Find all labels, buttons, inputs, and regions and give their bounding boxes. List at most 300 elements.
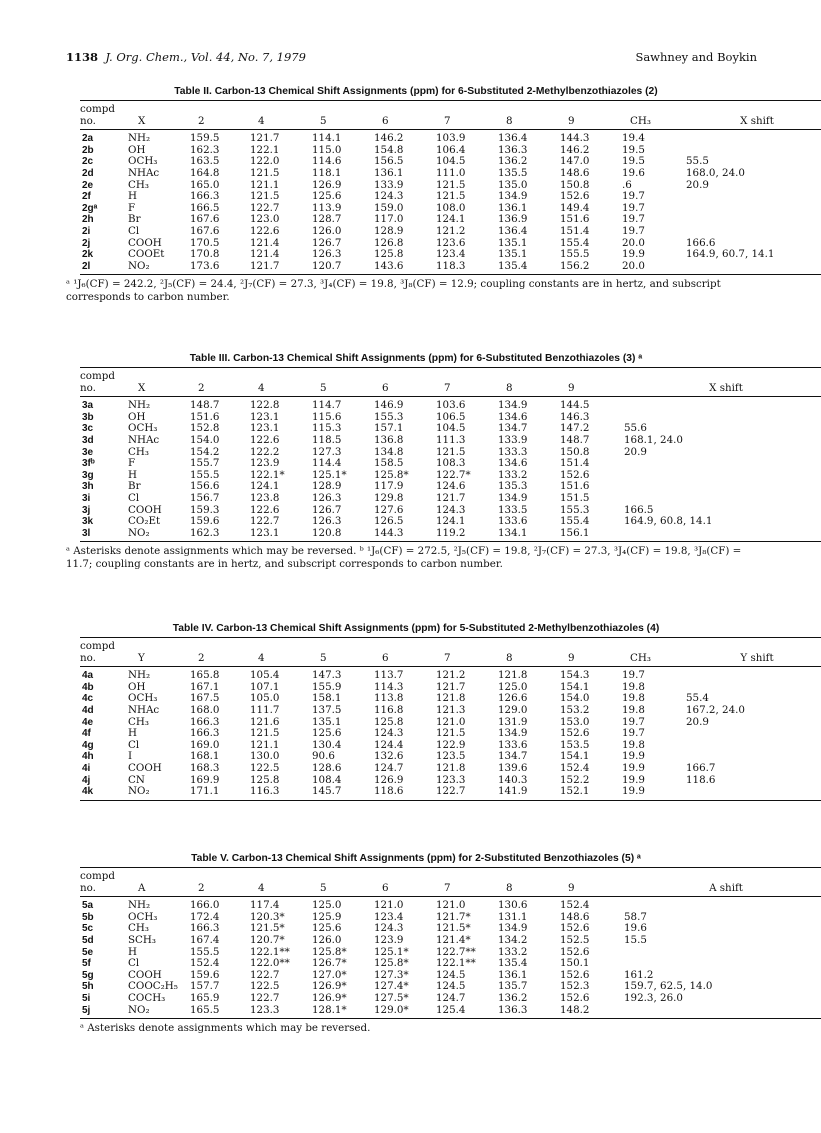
compound-id: 4c	[82, 693, 94, 705]
column-header: 9	[558, 383, 620, 397]
shift-cell: 108.0	[436, 201, 466, 214]
column-header: 6	[372, 883, 434, 897]
shift-cell: 111.7	[250, 703, 280, 716]
shift-cell: 121.0	[436, 715, 466, 728]
shift-cell: 19.7	[622, 213, 645, 226]
shift-cell: 90.6	[312, 750, 335, 763]
shift-cell: 125.8	[374, 715, 404, 728]
shift-cell: 155.9	[312, 680, 342, 693]
shift-cell: 152.4	[190, 957, 220, 970]
shift-cell: 133.2	[498, 945, 528, 958]
shift-cell: 134.6	[498, 410, 528, 423]
column-header: 2	[188, 883, 248, 897]
shift-cell: 148.6	[560, 910, 590, 923]
shift-cell: 121.5*	[436, 922, 471, 935]
shift-cell: 168.0	[190, 703, 220, 716]
compound-id: 4k	[80, 786, 126, 800]
compound-id: 2j	[82, 237, 91, 249]
shift-cell: 154.0	[190, 433, 220, 446]
shift-cell: 151.6	[190, 410, 220, 423]
substituent-shift-cell: 164.9, 60.8, 14.1	[624, 515, 713, 528]
shift-cell: 122.8	[250, 399, 280, 412]
shift-cell: 121.0	[436, 899, 466, 912]
shift-cell: 126.6	[498, 692, 528, 705]
shift-cell: 154.2	[190, 445, 220, 458]
shift-cell: 125.8*	[374, 957, 409, 970]
shift-cell: 167.1	[190, 680, 220, 693]
column-header: 4	[248, 883, 310, 897]
compound-id: 2gᵃ	[82, 202, 98, 214]
header-compd-line: compd	[80, 638, 126, 653]
shift-cell: 104.5	[436, 422, 466, 435]
shift-cell: 165.9	[190, 991, 220, 1004]
shift-cell: 122.1**	[250, 945, 290, 958]
shift-cell: 155.5	[560, 248, 590, 261]
shift-cell: 158.1	[312, 692, 342, 705]
shift-cell: 150.1	[560, 957, 590, 970]
shift-cell: 144.3	[560, 132, 590, 145]
shift-cell: 171.1	[188, 786, 248, 800]
compound-id: 4f	[82, 728, 91, 740]
column-header: 6	[372, 116, 434, 130]
shift-cell: 124.7	[436, 991, 466, 1004]
shift-cell: 155.5	[190, 468, 220, 481]
shift-cell: 136.1	[374, 166, 404, 179]
shift-cell: 152.4	[560, 761, 590, 774]
shift-cell: 149.4	[560, 201, 590, 214]
shift-cell: 162.3	[188, 528, 248, 542]
shift-cell: 123.1	[248, 528, 310, 542]
shift-cell: 133.2	[498, 468, 528, 481]
data-table	[80, 100, 821, 275]
table-footnote: ᵃ Asterisks denote assignments which may be reversed. ᵇ ¹J₆(CF) = 272.5, ²J₅(CF) = 19.8, ²J₇(CF) = 27.3, ³J₄(CF) = 19.8, ³J₈(CF) = 11.7; coupling constants are in hertz, and subscript corresponds to carbon number.	[66, 545, 742, 570]
header-spacer	[620, 868, 821, 883]
table-row	[80, 249, 821, 261]
shift-cell: 165.5	[188, 1005, 248, 1019]
substituent-cell: NH₂	[128, 899, 151, 912]
shift-cell: 122.6	[250, 224, 280, 237]
compound-id: 3b	[82, 411, 94, 423]
shift-cell: 124.4	[374, 738, 404, 751]
column-header: 4	[248, 383, 310, 397]
shift-cell: 136.3	[496, 1005, 558, 1019]
substituent-shift-cell: 15.5	[624, 933, 647, 946]
shift-cell: 123.3	[436, 773, 466, 786]
shift-cell: 148.7	[190, 399, 220, 412]
shift-cell: 125.0	[498, 680, 528, 693]
header-spacer	[126, 368, 188, 383]
shift-cell: 122.1*	[250, 468, 285, 481]
running-header-left	[66, 50, 306, 64]
shift-cell: 133.5	[498, 503, 528, 516]
shift-cell: .6	[622, 178, 632, 191]
substituent-shift-cell: 168.0, 24.0	[686, 166, 745, 179]
header-spacer	[310, 638, 372, 653]
shift-cell: 137.5	[312, 703, 342, 716]
shift-cell: 125.4	[434, 1005, 496, 1019]
shift-cell: 19.7	[622, 201, 645, 214]
substituent-shift-cell: 167.2, 24.0	[686, 703, 745, 716]
shift-cell: 134.9	[498, 190, 528, 203]
shift-cell: 122.1	[250, 143, 280, 156]
shift-cell: 123.8	[250, 491, 280, 504]
compound-id: 3d	[82, 434, 94, 446]
shift-cell: 136.4	[498, 224, 528, 237]
table-title: Table III. Carbon-13 Chemical Shift Assignments (ppm) for 6-Substituted Benzothiazoles (3) ᵃ	[189, 353, 643, 364]
shift-cell: 126.0	[312, 933, 342, 946]
shift-cell: 154.8	[374, 143, 404, 156]
shift-cell: 121.4	[250, 236, 280, 249]
shift-cell: 121.0	[374, 899, 404, 912]
table-row	[80, 1005, 821, 1019]
compound-id: 3i	[82, 492, 91, 504]
shift-cell: 121.5*	[250, 922, 285, 935]
shift-cell: 129.0*	[372, 1005, 434, 1019]
compound-id: 4g	[82, 739, 94, 751]
substituent-shift-cell: 166.7	[686, 761, 716, 774]
shift-cell: 122.7	[250, 515, 280, 528]
shift-cell: 133.6	[498, 738, 528, 751]
shift-cell: 107.1	[250, 680, 280, 693]
header-spacer	[310, 101, 372, 116]
substituent-shift-cell: 168.1, 24.0	[624, 433, 683, 446]
shift-cell: 167.5	[190, 692, 220, 705]
shift-cell: 20.0	[620, 261, 682, 275]
shift-cell: 152.6	[560, 968, 590, 981]
substituent-shift-cell: 192.3, 26.0	[624, 991, 683, 1004]
table-row	[80, 897, 821, 912]
substituent-cell: COOH	[128, 503, 162, 516]
table-row	[80, 516, 821, 528]
shift-cell: 126.8	[374, 236, 404, 249]
header-spacer	[434, 101, 496, 116]
column-header: 7	[434, 383, 496, 397]
substituent-cell: NH₂	[128, 669, 151, 682]
shift-cell: 111.0	[436, 166, 466, 179]
shift-cell: 150.8	[560, 445, 590, 458]
shift-cell: 134.6	[498, 457, 528, 470]
compound-id: 3l	[80, 528, 126, 542]
shift-cell: 151.5	[560, 491, 590, 504]
header-spacer	[126, 868, 188, 883]
substituent-shift-cell	[620, 958, 821, 970]
header-spacer	[620, 368, 821, 383]
shift-cell: 148.2	[558, 1005, 620, 1019]
column-header: 5	[310, 383, 372, 397]
shift-cell: 124.5	[436, 968, 466, 981]
compound-id: 2f	[82, 191, 91, 203]
header-spacer	[496, 368, 558, 383]
substituent-shift-cell: 166.5	[624, 503, 654, 516]
shift-cell: 168.3	[190, 761, 220, 774]
substituent-cell: CN	[128, 773, 145, 786]
table-title: Table II. Carbon-13 Chemical Shift Assignments (ppm) for 6-Substituted 2-Methylbenzothiazoles (2)	[174, 86, 658, 97]
shift-cell: 121.5	[436, 190, 466, 203]
shift-cell: 125.8*	[312, 945, 347, 958]
shift-cell: 105.0	[250, 692, 280, 705]
header-no-line: no.	[80, 383, 126, 397]
shift-cell: 134.8	[374, 445, 404, 458]
shift-cell: 157.7	[190, 980, 220, 993]
substituent-cell: Cl	[128, 738, 140, 751]
shift-cell: 19.5	[622, 143, 645, 156]
shift-cell: 169.0	[190, 738, 220, 751]
table-row	[80, 993, 821, 1005]
substituent-shift-cell	[682, 786, 821, 800]
shift-cell: 120.3*	[250, 910, 285, 923]
shift-cell: 108.4	[312, 773, 342, 786]
shift-cell: 121.5	[250, 166, 280, 179]
shift-cell: 127.5*	[374, 991, 409, 1004]
compound-id: 2h	[82, 214, 94, 226]
table-row	[80, 763, 821, 775]
shift-cell: 124.7	[374, 761, 404, 774]
shift-cell: 151.6	[560, 480, 590, 493]
shift-cell: 136.2	[498, 991, 528, 1004]
shift-cell: 166.3	[190, 190, 220, 203]
shift-cell: 166.3	[190, 922, 220, 935]
shift-cell: 122.7	[250, 991, 280, 1004]
substituent-shift-cell	[620, 897, 821, 912]
compound-id: 3fᵇ	[82, 458, 95, 470]
column-header: A	[126, 883, 188, 897]
table-row	[80, 935, 821, 947]
substituent-shift-cell: 19.6	[624, 922, 647, 935]
shift-cell: 154.1	[560, 680, 590, 693]
shift-cell: 124.3	[374, 727, 404, 740]
header-spacer	[496, 638, 558, 653]
shift-cell: 154.0	[560, 692, 590, 705]
shift-cell: 122.7**	[436, 945, 476, 958]
header-spacer	[372, 638, 434, 653]
column-header: 9	[558, 653, 620, 667]
shift-cell: 121.8	[436, 761, 466, 774]
shift-cell: 126.5	[374, 515, 404, 528]
shift-cell: 134.7	[498, 422, 528, 435]
shift-cell: 126.3	[312, 515, 342, 528]
shift-cell: 124.3	[436, 503, 466, 516]
substituent-cell: Cl	[128, 957, 140, 970]
header-spacer	[188, 368, 248, 383]
shift-cell: 152.3	[560, 980, 590, 993]
column-header: X shift	[620, 383, 821, 397]
shift-cell: 146.9	[374, 399, 404, 412]
shift-cell: 136.9	[498, 213, 528, 226]
shift-cell: 135.5	[498, 166, 528, 179]
running-header-authors: Sawhney and Boykin	[635, 50, 757, 64]
shift-cell: 123.1	[250, 410, 280, 423]
compound-id: 5b	[82, 911, 94, 923]
table-row	[80, 705, 821, 717]
compound-id: 5g	[82, 969, 94, 981]
shift-cell: 129.8	[374, 491, 404, 504]
shift-cell: 106.4	[436, 143, 466, 156]
shift-cell: 136.3	[498, 143, 528, 156]
table-footnote: ᵃ Asterisks denote assignments which may be reversed.	[80, 1022, 371, 1035]
shift-cell: 144.5	[560, 399, 590, 412]
table-row	[80, 728, 821, 740]
substituent-cell: NHAc	[128, 703, 160, 716]
substituent-shift-cell: 55.6	[624, 422, 647, 435]
header-spacer	[248, 368, 310, 383]
shift-cell: 19.8	[622, 738, 645, 751]
shift-cell: 159.0	[374, 201, 404, 214]
column-header: 7	[434, 116, 496, 130]
shift-cell: 118.3	[434, 261, 496, 275]
header-spacer	[620, 101, 682, 116]
shift-cell: 165.0	[190, 178, 220, 191]
shift-cell: 158.5	[374, 457, 404, 470]
substituent-shift-cell: 164.9, 60.7, 14.1	[686, 248, 775, 261]
shift-cell: 155.7	[190, 457, 220, 470]
shift-cell: 19.7	[622, 669, 645, 682]
table-footnote: ᵃ ¹J₆(CF) = 242.2, ²J₅(CF) = 24.4, ²J₇(CF) = 27.3, ³J₄(CF) = 19.8, ³J₈(CF) = 12.9; coupling constants are in hertz, and subscript corresponds to carbon number.	[66, 278, 721, 303]
shift-cell: 135.1	[312, 715, 342, 728]
column-header: 2	[188, 116, 248, 130]
header-compd-line: compd	[80, 368, 126, 383]
compound-id: 2d	[82, 167, 94, 179]
column-header: 8	[496, 116, 558, 130]
header-spacer	[496, 868, 558, 883]
shift-cell: 121.6	[250, 715, 280, 728]
shift-cell: 172.4	[190, 910, 220, 923]
shift-cell: 152.5	[560, 933, 590, 946]
column-header: CH₃	[620, 653, 682, 667]
compound-id: 5i	[82, 992, 91, 1004]
shift-cell: 126.9	[374, 773, 404, 786]
shift-cell: 129.0	[498, 703, 528, 716]
substituent-shift-cell	[682, 728, 821, 740]
shift-cell: 122.0	[250, 155, 280, 168]
shift-cell: 124.3	[374, 190, 404, 203]
substituent-shift-cell: 20.9	[624, 445, 647, 458]
table-row	[80, 458, 821, 470]
substituent-cell: NHAc	[128, 166, 160, 179]
table-row	[80, 397, 821, 412]
substituent-cell: H	[128, 468, 137, 481]
shift-cell: 122.5	[250, 980, 280, 993]
shift-cell: 126.9*	[312, 991, 347, 1004]
header-no-line: no.	[80, 116, 126, 130]
shift-cell: 126.0	[312, 224, 342, 237]
substituent-shift-cell	[620, 412, 821, 424]
column-header: Y shift	[682, 653, 821, 667]
header-spacer	[310, 368, 372, 383]
compound-id: 2c	[82, 156, 94, 168]
column-header: 9	[558, 116, 620, 130]
shift-cell: 130.4	[312, 738, 342, 751]
shift-cell: 153.2	[560, 703, 590, 716]
substituent-shift-cell	[620, 470, 821, 482]
header-spacer	[372, 868, 434, 883]
substituent-cell: COOH	[128, 761, 162, 774]
substituent-cell: COOC₂H₅	[128, 980, 178, 993]
column-header: 7	[434, 883, 496, 897]
substituent-cell: NO₂	[126, 786, 188, 800]
shift-cell: 148.7	[560, 433, 590, 446]
shift-cell: 135.1	[498, 236, 528, 249]
column-header: 5	[310, 116, 372, 130]
shift-cell: 121.5	[250, 727, 280, 740]
substituent-cell: NO₂	[126, 528, 188, 542]
compound-id: 5e	[82, 946, 94, 958]
shift-cell: 19.7	[622, 727, 645, 740]
shift-cell: 135.0	[498, 178, 528, 191]
shift-cell: 19.8	[622, 680, 645, 693]
substituent-cell: COCH₃	[128, 991, 166, 1004]
shift-cell: 155.4	[560, 236, 590, 249]
substituent-shift-cell: 161.2	[624, 968, 654, 981]
compound-id: 5c	[82, 923, 94, 935]
shift-cell: 115.3	[312, 422, 342, 435]
compound-id: 2i	[82, 225, 91, 237]
shift-cell: 111.3	[436, 433, 466, 446]
shift-cell: 104.5	[436, 155, 466, 168]
shift-cell: 121.5	[436, 727, 466, 740]
shift-cell: 117.9	[374, 480, 404, 493]
shift-cell: 155.5	[190, 945, 220, 958]
shift-cell: 135.4	[498, 957, 528, 970]
shift-cell: 121.7	[436, 491, 466, 504]
substituent-cell: OCH₃	[128, 155, 158, 168]
compound-id: 2k	[82, 249, 94, 261]
shift-cell: 136.4	[498, 132, 528, 145]
substituent-shift-cell	[682, 740, 821, 752]
substituent-shift-cell: 55.4	[686, 692, 709, 705]
shift-cell: 146.3	[560, 410, 590, 423]
shift-cell: 125.0	[312, 899, 342, 912]
compound-id: 4i	[82, 762, 91, 774]
substituent-cell: Cl	[128, 491, 140, 504]
shift-cell: 134.7	[498, 750, 528, 763]
substituent-shift-cell	[620, 397, 821, 412]
compound-id: 2l	[80, 261, 126, 275]
substituent-shift-cell: 20.9	[686, 715, 709, 728]
substituent-cell: Br	[128, 480, 141, 493]
shift-cell: 19.5	[622, 155, 645, 168]
shift-cell: 154.1	[560, 750, 590, 763]
shift-cell: 121.7	[250, 132, 280, 145]
table-row	[80, 261, 821, 275]
column-header: 5	[310, 883, 372, 897]
shift-cell: 113.8	[374, 692, 404, 705]
substituent-shift-cell	[620, 1005, 821, 1019]
shift-cell: 122.1**	[436, 957, 476, 970]
shift-cell: 125.6	[312, 727, 342, 740]
shift-cell: 19.9	[622, 248, 645, 261]
column-header: X	[126, 116, 188, 130]
shift-cell: 121.1	[250, 178, 280, 191]
substituent-shift-cell: 118.6	[686, 773, 716, 786]
table-row	[80, 435, 821, 447]
shift-cell: 151.6	[560, 213, 590, 226]
shift-cell: 122.5	[250, 761, 280, 774]
shift-cell: 124.1	[250, 480, 280, 493]
table-row	[80, 168, 821, 180]
shift-cell: 126.9*	[312, 980, 347, 993]
compound-id: 2b	[82, 144, 94, 156]
compound-id: 5j	[80, 1005, 126, 1019]
shift-cell: 121.8	[498, 669, 528, 682]
substituent-cell: COOH	[128, 236, 162, 249]
shift-cell: 122.7	[434, 786, 496, 800]
column-header: 8	[496, 653, 558, 667]
shift-cell: 153.0	[560, 715, 590, 728]
shift-cell: 128.1*	[310, 1005, 372, 1019]
header-spacer	[188, 101, 248, 116]
compound-id: 5a	[82, 900, 94, 912]
shift-cell: 150.8	[560, 178, 590, 191]
